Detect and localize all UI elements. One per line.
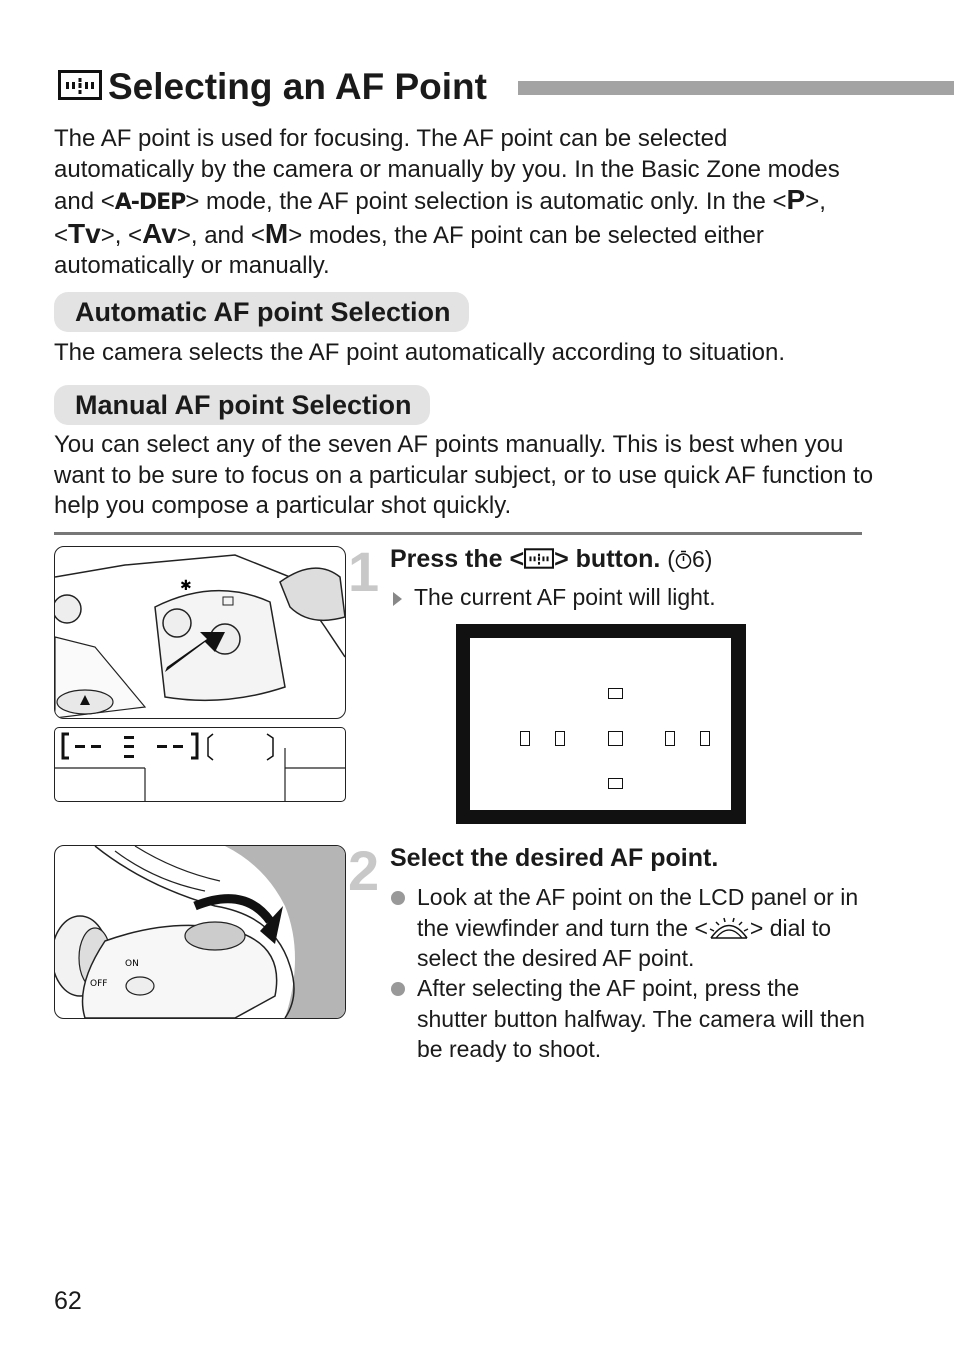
af-point-far-right: [700, 731, 710, 746]
manual-section-heading: Manual AF point Selection: [54, 385, 430, 425]
svg-text:✱: ✱: [180, 578, 192, 594]
af-point-far-left: [520, 731, 530, 746]
page-title: Selecting an AF Point: [108, 66, 487, 107]
main-dial-icon: [708, 917, 750, 939]
step2-number: 2: [348, 839, 380, 902]
camera-back-drawing: [55, 547, 345, 718]
step1-title: Press the < > button. ( 6): [390, 545, 713, 573]
dot-bullet-icon: [390, 981, 406, 997]
auto-section-body: The camera selects the AF point automatically according to situation.: [54, 339, 786, 366]
auto-section-heading: Automatic AF point Selection: [54, 292, 469, 332]
af-point-left: [555, 731, 565, 746]
af-point-selection-icon: [524, 548, 554, 569]
mode-p: P: [786, 184, 806, 215]
mode-adep: A-DEP: [114, 190, 186, 215]
viewfinder-diagram: [456, 624, 746, 824]
svg-text:ON: ON: [125, 959, 139, 969]
title-rule: [518, 81, 954, 95]
af-point-bottom: [608, 778, 623, 789]
step1-page-ref: ( 6): [667, 546, 713, 572]
intro-paragraph: The AF point is used for focusing. The AF point can be selected automatically by the camera or manually by you. In the Basic Zone modes and <A-DEP> mode, the AF point selection is automatic only. In the <P>, <Tv>, <Av>, and <M> modes, the AF point can be selected either automatically or manually.: [54, 125, 840, 279]
step1-number: 1: [348, 540, 380, 603]
step2-title: Select the desired AF point.: [390, 844, 719, 872]
step1-bullet: The current AF point will light.: [390, 582, 860, 613]
page-number: 62: [54, 1287, 82, 1315]
af-point-selection-icon: [58, 70, 102, 100]
af-point-right: [665, 731, 675, 746]
svg-text:OFF: OFF: [90, 979, 108, 989]
mode-av: Av: [142, 217, 177, 249]
af-point-center: [608, 731, 623, 746]
camera-top-dial-illustration: [54, 845, 346, 1019]
timer-ref-icon: [675, 550, 692, 569]
section-divider: [54, 532, 862, 535]
mode-tv: Tv: [68, 217, 101, 249]
lcd-panel-illustration: [54, 727, 346, 802]
camera-back-illustration: [54, 546, 346, 719]
dot-bullet-icon: [390, 890, 406, 906]
af-point-top: [608, 688, 623, 699]
manual-section-body: You can select any of the seven AF points manually. This is best when you want to be sure to focus on a particular subject, or to use quick AF function to help you compose a particular shot quickly.: [54, 431, 874, 519]
lcd-panel-drawing: [55, 728, 345, 801]
viewfinder-screen: [470, 638, 731, 810]
title-row: [58, 64, 954, 110]
step2-bullet-1: Look at the AF point on the LCD panel or in the viewfinder and turn the < > dial to select the desired AF point.: [390, 882, 870, 974]
mode-m: M: [264, 217, 289, 249]
camera-top-dial-drawing: [55, 846, 345, 1018]
step2-bullet-2: After selecting the AF point, press the shutter button halfway. The camera will then be ready to shoot.: [390, 973, 870, 1065]
triangle-bullet-icon: [390, 591, 404, 607]
